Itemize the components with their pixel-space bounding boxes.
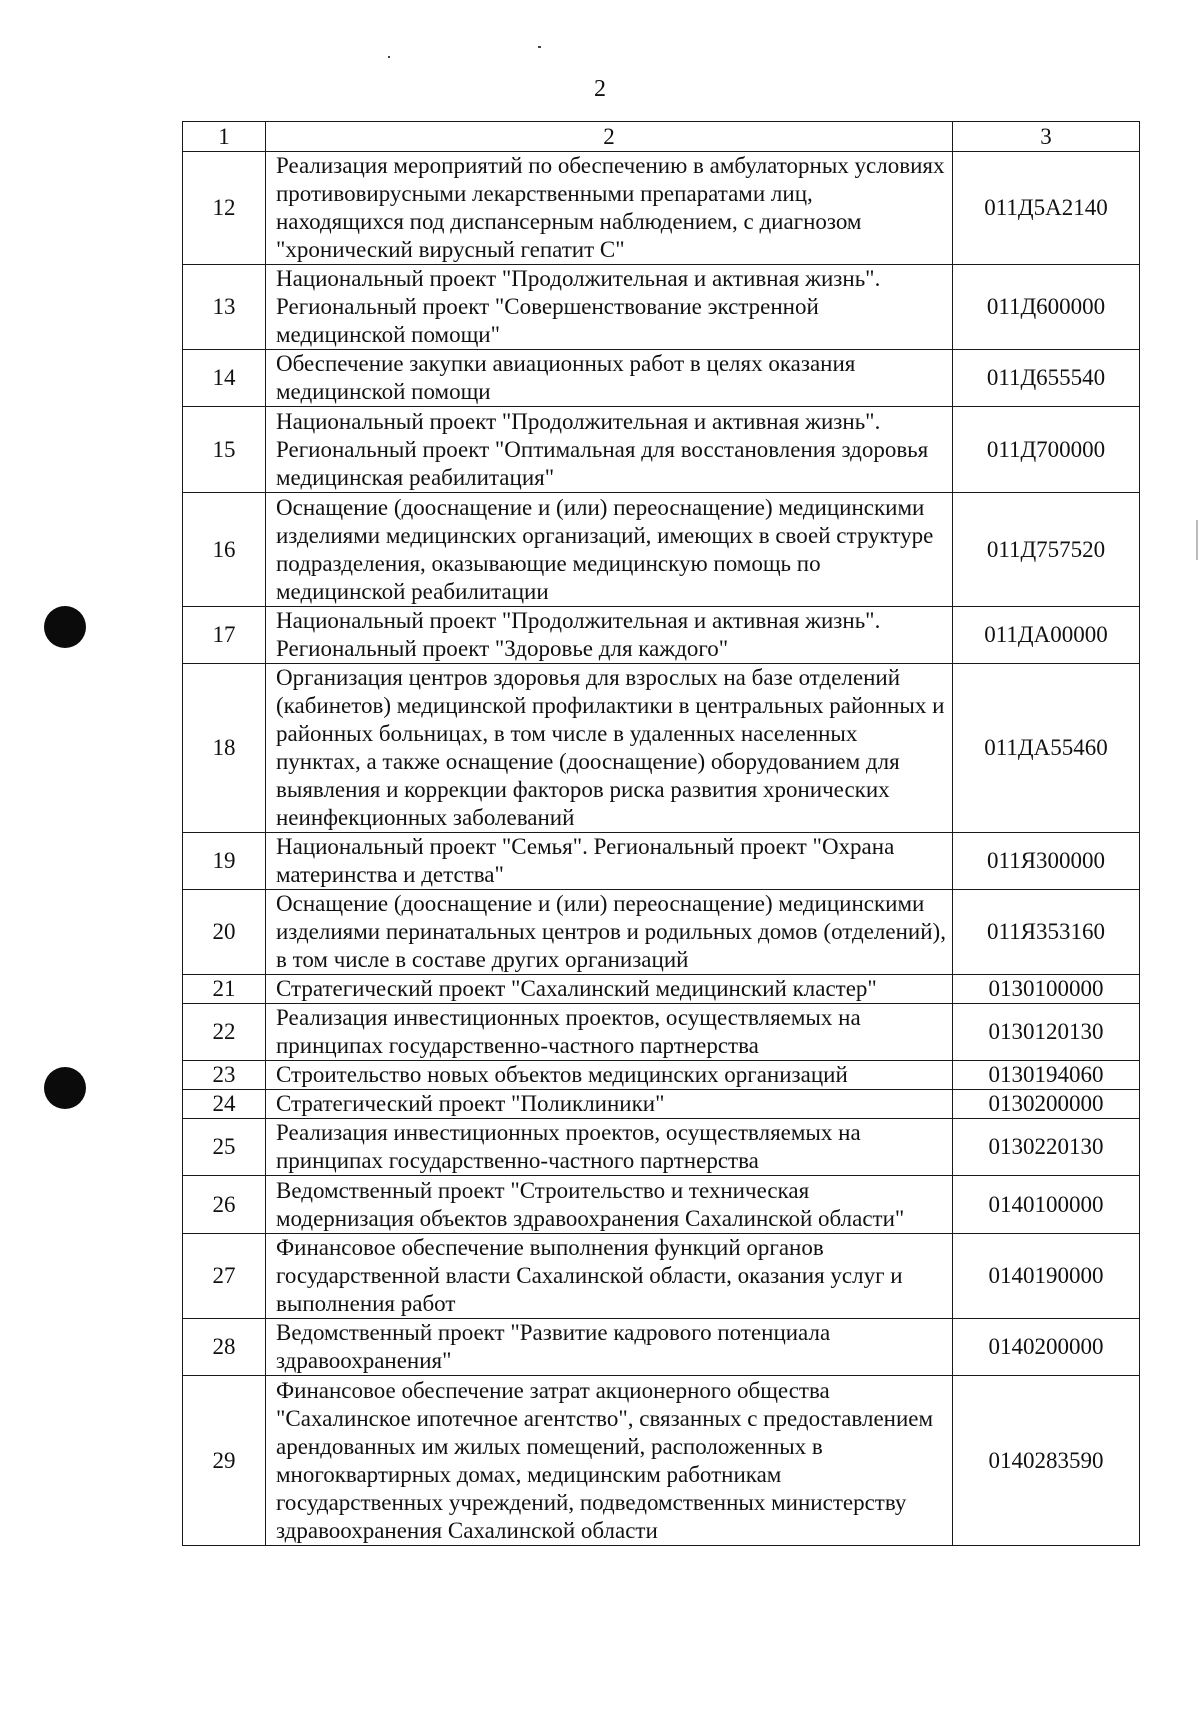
row-code: 0130220130 xyxy=(953,1119,1140,1176)
row-number: 17 xyxy=(183,607,266,664)
row-description: Национальный проект "Продолжительная и активная жизнь". Региональный проект "Здоровье для каждого" xyxy=(266,607,953,664)
row-code: 011ДА00000 xyxy=(953,607,1140,664)
table-row xyxy=(183,890,1140,975)
row-code: 0130100000 xyxy=(953,975,1140,1004)
row-description: Реализация инвестиционных проектов, осуществляемых на принципах государственно-частного партнерства xyxy=(266,1004,953,1061)
table-row xyxy=(183,1004,1140,1061)
punch-hole-upper xyxy=(44,606,86,648)
row-description: Оснащение (дооснащение и (или) переоснащение) медицинскими изделиями медицинских организаций, имеющих в своей структуре подразделения, оказывающие медицинскую помощь по медицинской реабилитации xyxy=(266,493,953,607)
table-row xyxy=(183,1176,1140,1234)
row-description: Финансовое обеспечение выполнения функций органов государственной власти Сахалинской области, оказания услуг и выполнения работ xyxy=(266,1234,953,1319)
row-description: Оснащение (дооснащение и (или) переоснащение) медицинскими изделиями перинатальных центров и родильных домов (отделений), в том числе в составе других организаций xyxy=(266,890,953,975)
table-row xyxy=(183,407,1140,493)
table-row xyxy=(183,493,1140,607)
row-description: Реализация мероприятий по обеспечению в амбулаторных условиях противовирусными лекарственными препаратами лиц, находящихся под диспансерным наблюдением, с диагнозом "хронический вирусный гепатит С" xyxy=(266,152,953,265)
row-description: Стратегический проект "Сахалинский медицинский кластер" xyxy=(266,975,953,1004)
column-header-1: 1 xyxy=(183,122,266,152)
table-row xyxy=(183,975,1140,1004)
table-row xyxy=(183,1090,1140,1119)
row-code: 0140200000 xyxy=(953,1319,1140,1376)
table-row xyxy=(183,350,1140,407)
table-row xyxy=(183,1376,1140,1546)
page-number: 2 xyxy=(594,76,606,102)
row-number: 25 xyxy=(183,1119,266,1176)
row-code: 0130194060 xyxy=(953,1061,1140,1090)
row-code: 0130120130 xyxy=(953,1004,1140,1061)
row-description: Национальный проект "Семья". Региональный проект "Охрана материнства и детства" xyxy=(266,833,953,890)
row-code: 011ДА55460 xyxy=(953,664,1140,833)
row-number: 29 xyxy=(183,1376,266,1546)
row-number: 19 xyxy=(183,833,266,890)
row-code: 011Я353160 xyxy=(953,890,1140,975)
row-code: 011Д5А2140 xyxy=(953,152,1140,265)
row-number: 24 xyxy=(183,1090,266,1119)
row-description: Реализация инвестиционных проектов, осуществляемых на принципах государственно-частного партнерства xyxy=(266,1119,953,1176)
row-number: 13 xyxy=(183,265,266,350)
row-number: 20 xyxy=(183,890,266,975)
row-description: Финансовое обеспечение затрат акционерного общества "Сахалинское ипотечное агентство", связанных с предоставлением арендованных им жилых помещений, расположенных в многоквартирных домах, медицинским работникам государственных учреждений, подведомственных министерству здравоохранения Сахалинской области xyxy=(266,1376,953,1546)
row-number: 16 xyxy=(183,493,266,607)
row-number: 21 xyxy=(183,975,266,1004)
row-number: 22 xyxy=(183,1004,266,1061)
row-number: 18 xyxy=(183,664,266,833)
row-code: 011Я300000 xyxy=(953,833,1140,890)
row-description: Стратегический проект "Поликлиники" xyxy=(266,1090,953,1119)
row-description: Организация центров здоровья для взрослых на базе отделений (кабинетов) медицинской профилактики в центральных районных и районных больницах, в том числе в удаленных населенных пунктах, а также оснащение (дооснащение) оборудованием для выявления и коррекции факторов риска развития хронических неинфекционных заболеваний xyxy=(266,664,953,833)
column-header-2: 2 xyxy=(266,122,953,152)
row-code: 011Д655540 xyxy=(953,350,1140,407)
row-number: 28 xyxy=(183,1319,266,1376)
row-description: Ведомственный проект "Развитие кадрового потенциала здравоохранения" xyxy=(266,1319,953,1376)
row-description: Строительство новых объектов медицинских организаций xyxy=(266,1061,953,1090)
table-row xyxy=(183,1061,1140,1090)
budget-code-table xyxy=(182,121,1140,1546)
row-code: 0140283590 xyxy=(953,1376,1140,1546)
row-description: Ведомственный проект "Строительство и техническая модернизация объектов здравоохранения Сахалинской области" xyxy=(266,1176,953,1234)
row-code: 011Д757520 xyxy=(953,493,1140,607)
table-header-row xyxy=(183,122,1140,152)
row-code: 0140100000 xyxy=(953,1176,1140,1234)
row-code: 011Д700000 xyxy=(953,407,1140,493)
table-row xyxy=(183,833,1140,890)
row-number: 26 xyxy=(183,1176,266,1234)
column-header-3: 3 xyxy=(953,122,1140,152)
table-row xyxy=(183,265,1140,350)
punch-hole-lower xyxy=(44,1067,86,1109)
table-row xyxy=(183,152,1140,265)
row-description: Национальный проект "Продолжительная и активная жизнь". Региональный проект "Оптимальная для восстановления здоровья медицинская реабилитация" xyxy=(266,407,953,493)
scan-speck xyxy=(538,46,541,48)
table-row xyxy=(183,1319,1140,1376)
row-number: 27 xyxy=(183,1234,266,1319)
row-number: 14 xyxy=(183,350,266,407)
row-code: 0140190000 xyxy=(953,1234,1140,1319)
row-number: 23 xyxy=(183,1061,266,1090)
table-row xyxy=(183,1119,1140,1176)
row-number: 15 xyxy=(183,407,266,493)
row-number: 12 xyxy=(183,152,266,265)
scan-speck xyxy=(1196,520,1198,560)
row-description: Национальный проект "Продолжительная и активная жизнь". Региональный проект "Совершенствование экстренной медицинской помощи" xyxy=(266,265,953,350)
table-row xyxy=(183,607,1140,664)
table-row xyxy=(183,1234,1140,1319)
table-row xyxy=(183,664,1140,833)
scan-speck xyxy=(388,56,390,58)
row-code: 011Д600000 xyxy=(953,265,1140,350)
row-code: 0130200000 xyxy=(953,1090,1140,1119)
row-description: Обеспечение закупки авиационных работ в целях оказания медицинской помощи xyxy=(266,350,953,407)
